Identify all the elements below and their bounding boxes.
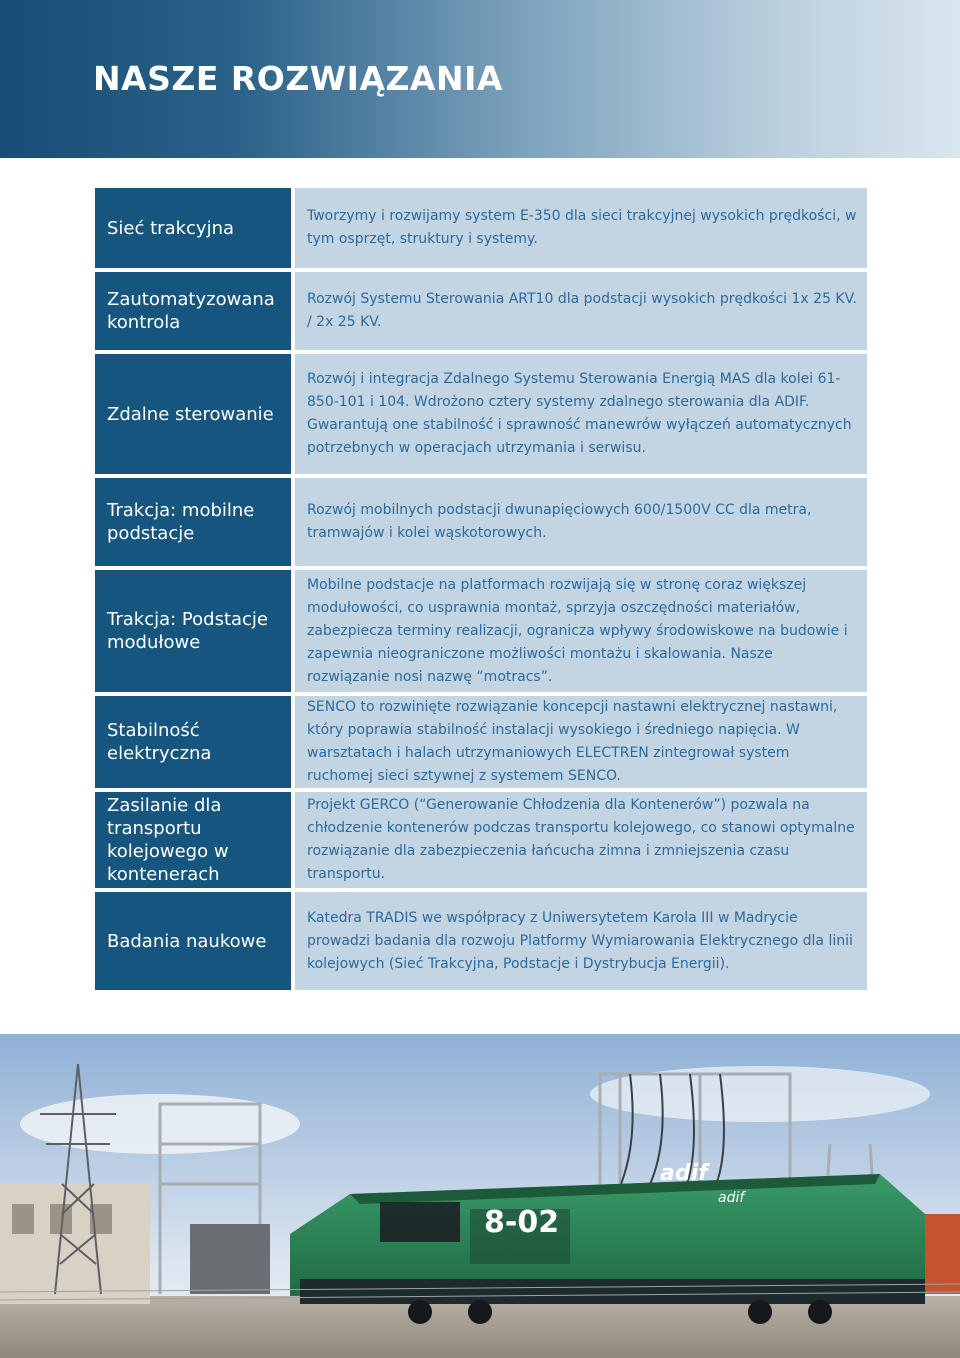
solution-description: Rozwój i integracja Zdalnego Systemu Sterowania Energią MAS dla kolei 61-850-101 i 104. Wdrożono cztery systemy zdalnego sterowania dla ADIF. Gwarantują one stabilność i sprawność manewrów wyłączeń automatycznych potrzebnych w operacjach utrzymania i serwisu. bbox=[295, 354, 867, 474]
train-substation-photo bbox=[0, 1034, 960, 1358]
solution-description: SENCO to rozwinięte rozwiązanie koncepcji nastawni elektrycznej nastawni, który poprawia stabilność instalacji wysokiego i średniego napięcia. W warsztatach i halach utrzymaniowych ELECTREN zintegrował system ruchomej sieci sztywnej z systemem SENCO. bbox=[295, 696, 867, 788]
solution-description: Projekt GERCO (“Generowanie Chłodzenia dla Kontenerów”) pozwala na chłodzenie kontenerów podczas transportu kolejowego, co stanowi optymalne rozwiązanie dla zabezpieczenia łańcucha zimna i zmniejszenia czasu transportu. bbox=[295, 792, 867, 888]
solution-label: Sieć trakcyjna bbox=[95, 188, 291, 268]
solution-label: Badania naukowe bbox=[95, 892, 291, 990]
solution-label: Trakcja: mobilne podstacje bbox=[95, 478, 291, 566]
adif-logo-small: adif bbox=[718, 1190, 745, 1206]
solution-description: Mobilne podstacje na platformach rozwijają się w stronę coraz większej modułowości, co usprawnia montaż, sprzyja oszczędności materiałów, zabezpiecza terminy realizacji, ogranicza wpływy środowiskowe na budowie i zapewnia nieograniczone możliwości montażu i skalowania. Nasze rozwiązanie nosi nazwę “motracs”. bbox=[295, 570, 867, 692]
page-header bbox=[0, 0, 960, 158]
solution-row-mobilne-podstacje bbox=[95, 478, 867, 566]
solution-label: Trakcja: Podstacje modułowe bbox=[95, 570, 291, 692]
solution-row-badania-naukowe bbox=[95, 892, 867, 990]
solutions-table bbox=[95, 188, 867, 994]
transformer bbox=[190, 1224, 270, 1294]
photo-illustration bbox=[0, 1034, 960, 1358]
solution-row-stabilnosc-elektryczna bbox=[95, 696, 867, 788]
page-title: NASZE ROZWIĄZANIA bbox=[93, 59, 503, 98]
solution-label: Zasilanie dla transportu kolejowego w kontenerach bbox=[95, 792, 291, 888]
solution-description: Rozwój mobilnych podstacji dwunapięciowych 600/1500V CC dla metra, tramwajów i kolei wąskotorowych. bbox=[295, 478, 867, 566]
solution-description: Rozwój Systemu Sterowania ART10 dla podstacji wysokich prędkości 1x 25 KV. / 2x 25 KV. bbox=[295, 272, 867, 350]
solution-label: Zautomatyzowana kontrola bbox=[95, 272, 291, 350]
solution-description: Tworzymy i rozwijamy system E-350 dla sieci trakcyjnej wysokich prędkości, w tym osprzęt, struktury i systemy. bbox=[295, 188, 867, 268]
solution-label: Stabilność elektryczna bbox=[95, 696, 291, 788]
adif-logo: adif bbox=[660, 1161, 708, 1186]
solution-row-siec-trakcyjna bbox=[95, 188, 867, 268]
solution-row-zasilanie-kontenery bbox=[95, 792, 867, 888]
train bbox=[290, 1174, 960, 1324]
solution-description: Katedra TRADIS we współpracy z Uniwersytetem Karola III w Madrycie prowadzi badania dla rozwoju Platformy Wymiarowania Elektrycznego dla linii kolejowych (Sieć Trakcyjna, Podstacje i Dystrybucja Energii). bbox=[295, 892, 867, 990]
unit-number: 8-02 bbox=[484, 1205, 560, 1240]
solution-row-zautomatyzowana-kontrola bbox=[95, 272, 867, 350]
solution-row-podstacje-modulowe bbox=[95, 570, 867, 692]
solution-row-zdalne-sterowanie bbox=[95, 354, 867, 474]
solution-label: Zdalne sterowanie bbox=[95, 354, 291, 474]
